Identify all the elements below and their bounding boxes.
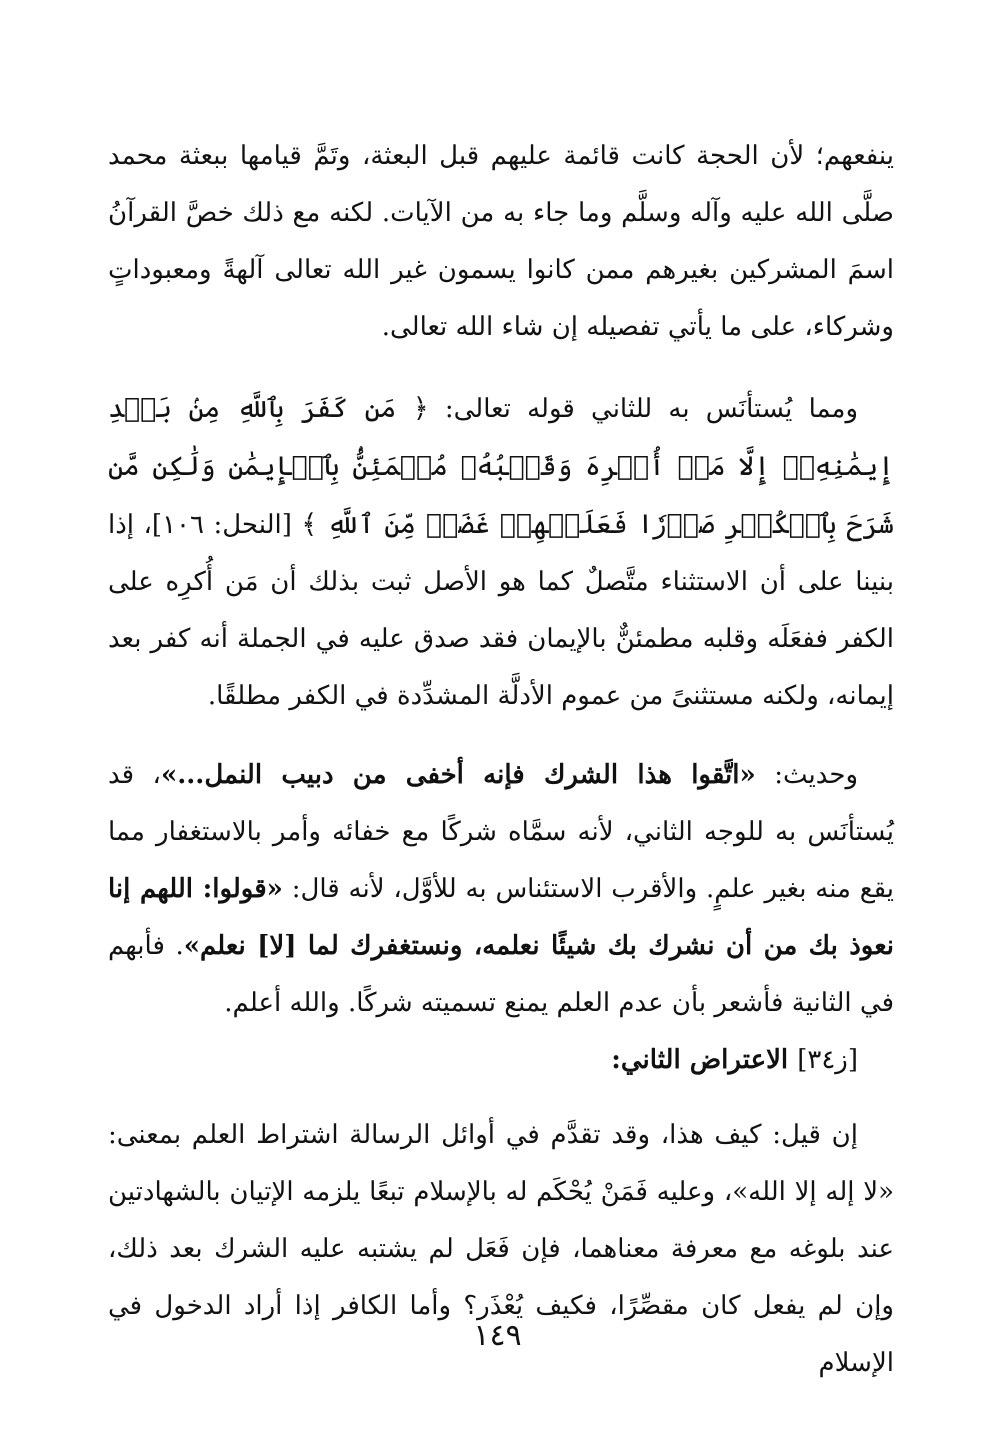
heading-text: الاعتراض الثاني: bbox=[611, 1045, 798, 1075]
quran-verse: ﴿ مَن كَفَرَ بِٱللَّهِ مِنۢ بَعۡدِ إِيمَٰنِهِۦٓ إِلَّا مَنۡ أُكۡرِهَ وَقَلۡبُهُۥ مُطۡمَئِنُّۢ بِٱلۡإِيمَٰنِ وَلَٰكِن مَّن شَرَحَ بِٱلۡكُفۡرِ صَدۡرٗا فَعَلَيۡهِمۡ غَضَبٞ مِّنَ ٱللَّهِ ﴾ bbox=[108, 393, 894, 540]
paragraph-2 bbox=[108, 380, 894, 725]
heading-reference: [ز٣٤] bbox=[797, 1045, 858, 1075]
hadith-1: «اتَّقوا هذا الشرك فإنه أخفى من دبيب النمل...» bbox=[160, 760, 756, 790]
paragraph-3 bbox=[108, 747, 894, 1032]
paragraph-3-rest: . فأبهم في الثانية فأشعر بأن عدم العلم يمنع تسميته شركًا. والله أعلم. bbox=[108, 931, 894, 1018]
hadith-2: «قولوا: اللهم إنا نعوذ بك من أن نشرك بك شيئًا نعلمه، ونستغفرك لما [لا] نعلم» bbox=[108, 874, 894, 961]
paragraph-2-rest: ، إذا بنينا على أن الاستثناء متَّصلٌ كما هو الأصل ثبت بذلك أن مَن أُكرِه على الكفر ففعَلَه وقلبه مطمئنٌّ بالإيمان فقد صدق عليه في الجملة أنه كفر بعد إيمانه، ولكنه مستثنىً من عموم الأدلَّة المشدِّدة في الكفر مطلقًا. bbox=[108, 510, 895, 711]
paragraph-2-intro: ومما يُستأنَس به للثاني قوله تعالى: bbox=[428, 394, 859, 424]
quran-reference: [النحل: ١٠٦] bbox=[151, 510, 302, 540]
section-heading bbox=[108, 1032, 894, 1089]
paragraph-1: ينفعهم؛ لأن الحجة كانت قائمة عليهم قبل البعثة، وتَمَّ قيامها ببعثة محمد صلَّى الله عليه وآله وسلَّم وما جاء به من الآيات. لكنه مع ذلك خصَّ القرآنُ اسمَ المشركين بغيرهم ممن كانوا يسمون غير الله تعالى آلهةً ومعبوداتٍ وشركاء، على ما يأتي تفصيله إن شاء الله تعالى. bbox=[108, 141, 894, 342]
paragraph-4: إن قيل: كيف هذا، وقد تقدَّم في أوائل الرسالة اشتراط العلم بمعنى: «لا إله إلا الله»، وعليه فَمَنْ يُحْكَم له بالإسلام تبعًا يلزمه الإتيان بالشهادتين عند بلوغه مع معرفة معناهما، فإن فَعَل لم يشتبه عليه الشرك بعد ذلك، وإن لم يفعل كان مقصِّرًا، فكيف يُعْذَر؟ وأما الكافر إذا أراد الدخول في الإسلام bbox=[108, 1120, 894, 1378]
page-body bbox=[108, 128, 894, 1392]
page-number: ١٤٩ bbox=[473, 1318, 522, 1353]
paragraph-3-intro: وحديث: bbox=[755, 760, 859, 790]
paragraph-3-mid: ، قد يُستأنَس به للوجه الثاني، لأنه سمَّاه شركًا مع خفائه وأمر بالاستغفار مما يقع منه بغير علمٍ. والأقرب الاستئناس به للأوَّل، لأنه قال: bbox=[108, 760, 895, 904]
